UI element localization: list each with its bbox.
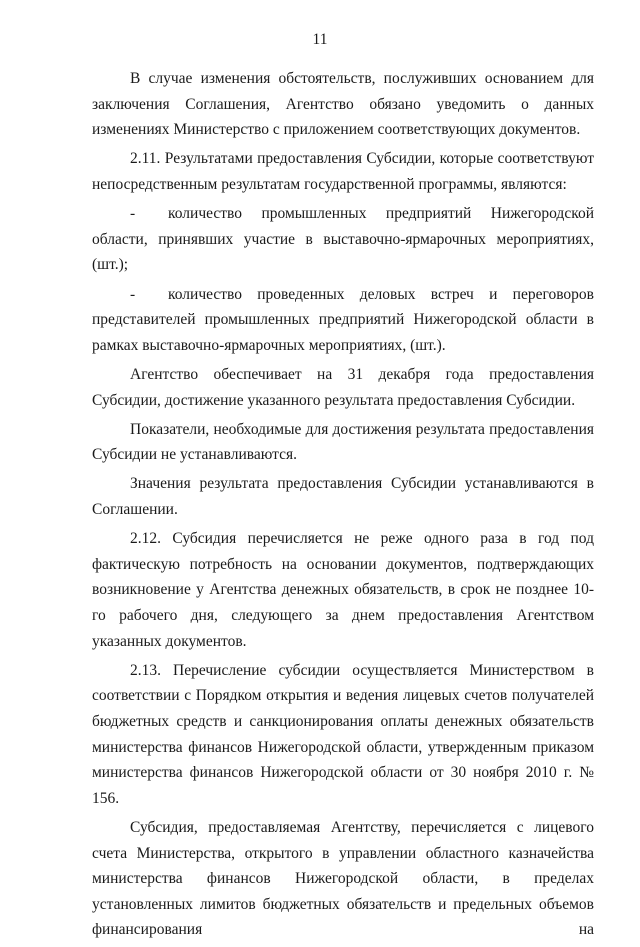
list-marker: - [130, 285, 136, 303]
paragraph-subsidy-transfer: Субсидия, предоставляемая Агентству, перечисляется с лицевого счета Министерства, открытого в управлении областного казначейства министерства финансов Нижегородской области, в пределах установленных лимитов бюджетных обязательств и предельных объемов финансирования на [92, 818, 594, 939]
list-item-text: количество промышленных предприятий Нижегородской области, принявших участие в выставочно-ярмарочных мероприятиях, (шт.); [92, 205, 594, 274]
paragraph-2-13: 2.13. Перечисление субсидии осуществляется Министерством в соответствии с Порядком открытия и ведения лицевых счетов получателей бюджетных средств и санкционирования оплаты денежных обязательств министерства финансов Нижегородской области, утвержденным приказом министерства финансов Нижегородской области от 30 ноября 2010 г. № 156. [92, 661, 594, 807]
list-marker: - [130, 205, 136, 223]
list-item-text: количество проведенных деловых встреч и переговоров представителей промышленных предприятий Нижегородской области в рамках выставочно-ярмарочных мероприятиях, (шт.). [92, 285, 594, 354]
paragraph-indicators: Показатели, необходимые для достижения результата предоставления Субсидии не устанавливаются. [92, 420, 594, 464]
list-item [92, 201, 594, 278]
paragraph-result-date: Агентство обеспечивает на 31 декабря года предоставления Субсидии, достижение указанного результата предоставления Субсидии. [92, 365, 594, 409]
document-body [92, 66, 594, 947]
paragraph-2-12: 2.12. Субсидия перечисляется не реже одного раза в год под фактическую потребность на основании документов, подтверждающих возникновение у Агентства денежных обязательств, в срок не позднее 10-го рабочего дня, следующего за днем предоставления Агентством указанных документов. [92, 530, 594, 650]
paragraph-2-11: 2.11. Результатами предоставления Субсидии, которые соответствуют непосредственным результатам государственной программы, являются: [92, 150, 594, 193]
list-item [92, 282, 594, 359]
paragraph-result-values: Значения результата предоставления Субсидии устанавливаются в Соглашении. [92, 475, 594, 519]
paragraph-notification: В случае изменения обстоятельств, послуживших основанием для заключения Соглашения, Агентство обязано уведомить о данных изменениях Министерство с приложением соответствующих документов. [92, 70, 594, 139]
page-number: 11 [312, 31, 328, 48]
